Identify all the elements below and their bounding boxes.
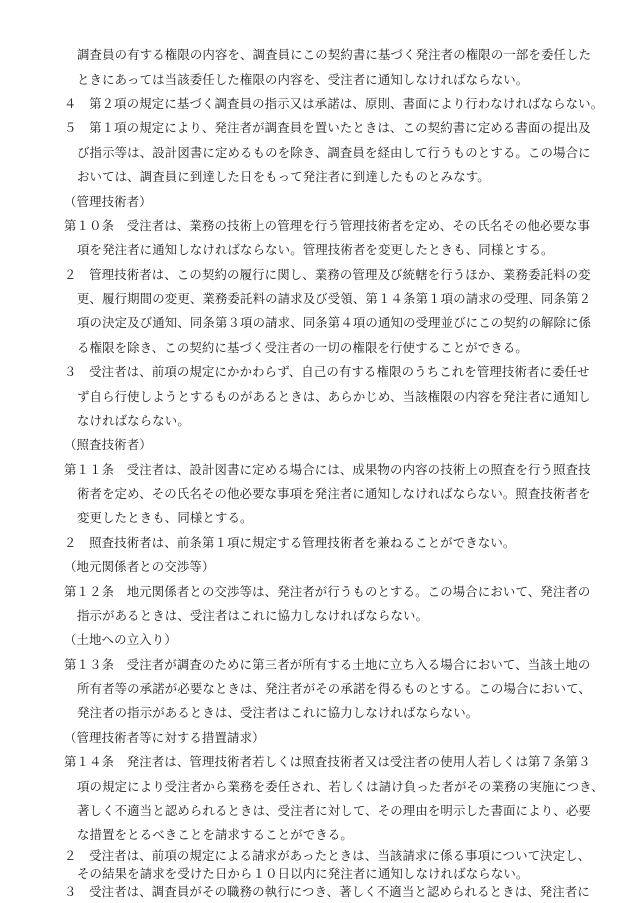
text-line: 発注者の指示があるときは、受注者はこれに協力しなければならない。	[77, 705, 479, 720]
section-heading: （管理技術者）	[64, 194, 152, 209]
section-heading: （地元関係者との交渉等）	[64, 559, 215, 574]
text-line: 所有者等の承諾が必要なときは、発注者がその承諾を得るものとする。この場合において、	[77, 681, 591, 696]
text-line: 第１４条 発注者は、管理技術者若しくは照査技術者又は受注者の使用人若しくは第７条第３	[64, 754, 591, 769]
text-line: ２ 照査技術者は、前条第１項に規定する管理技術者を兼ねることができない。	[64, 535, 516, 550]
text-line: 変更したときも、同様とする。	[77, 510, 253, 525]
text-line: 項の決定及び通知、同条第３項の請求、同条第４項の通知の受理並びにこの契約の解除に係	[77, 315, 592, 330]
text-line: 第１２条 地元関係者との交渉等は、発注者が行うものとする。この場合において、発注者の	[64, 584, 591, 599]
text-line: 著しく不適当と認められるときは、受注者に対して、その理由を明示した書面により、必要	[77, 803, 591, 818]
text-line: おいては、調査員に到達した日をもって発注者に到達したものとみなす。	[77, 169, 490, 184]
text-line: 項の規定により受注者から業務を委任され、若しくは請け負った者がその業務の実施につき、	[77, 779, 604, 794]
text-line: 術者を定め、その氏名その他必要な事項を発注者に通知しなければならない。照査技術者を	[77, 486, 591, 501]
text-line: 指示があるときは、受注者はこれに協力しなければならない。	[77, 608, 429, 623]
text-line: 項を発注者に通知しなければならない。管理技術者を変更したときも、同様とする。	[77, 242, 554, 257]
text-line: 第１３条 受注者が調査のために第三者が所有する土地に立ち入る場合において、当該土地の	[64, 657, 591, 672]
text-line: な措置をとるべきことを請求することができる。	[77, 827, 353, 842]
section-heading: （土地への立入り）	[64, 632, 177, 647]
section-heading: （照査技術者）	[64, 437, 152, 452]
text-line: 調査員の有する権限の内容を、調査員にこの契約書に基づく発注者の権限の一部を委任した	[77, 47, 592, 62]
text-line: る権限を除き、この契約に基づく受注者の一切の権限を行使することができる。	[77, 340, 528, 355]
text-line: ３ 受注者は、調査員がその職務の執行につき、著しく不適当と認められるときは、発注者に	[64, 884, 590, 899]
text-line: ときにあっては当該委任した権限の内容を、受注者に通知しなければならない。	[77, 72, 529, 87]
text-line: ２ 受注者は、前項の規定による請求があったときは、当該請求に係る事項について決定し、	[64, 848, 591, 863]
text-line: ず自ら行使しようとするものがあるときは、あらかじめ、当該権限の内容を発注者に通知し	[77, 389, 591, 404]
text-line: 第１１条 受注者は、設計図書に定める場合には、成果物の内容の技術上の照査を行う照査技	[64, 462, 591, 477]
text-line: なければならない。	[77, 413, 190, 428]
text-line: び指示等は、設計図書に定めるものを除き、調査員を経由して行うものとする。この場合に	[77, 145, 591, 160]
text-line: ３ 受注者は、前項の規定にかかわらず、自己の有する権限のうちこれを管理技術者に委任せ	[64, 364, 590, 379]
text-line: 更、履行期間の変更、業務委託料の請求及び受領、第１４条第１項の請求の受理、同条第２	[77, 291, 592, 306]
text-line: ４ 第２項の規定に基づく調査員の指示又は承諾は、原則、書面により行わなければならない。	[64, 96, 604, 111]
section-heading: （管理技術者等に対する措置請求）	[64, 730, 265, 745]
text-line: ２ 管理技術者は、この契約の履行に関し、業務の管理及び統轄を行うほか、業務委託料の変	[64, 267, 591, 282]
text-line: ５ 第１項の規定により、発注者が調査員を置いたときは、この契約書に定める書面の提出及	[64, 120, 591, 135]
text-line: 第１０条 受注者は、業務の技術上の管理を行う管理技術者を定め、その氏名その他必要な事	[64, 218, 591, 233]
text-line: その結果を請求を受けた日から１０日以内に発注者に通知しなければならない。	[77, 866, 529, 881]
